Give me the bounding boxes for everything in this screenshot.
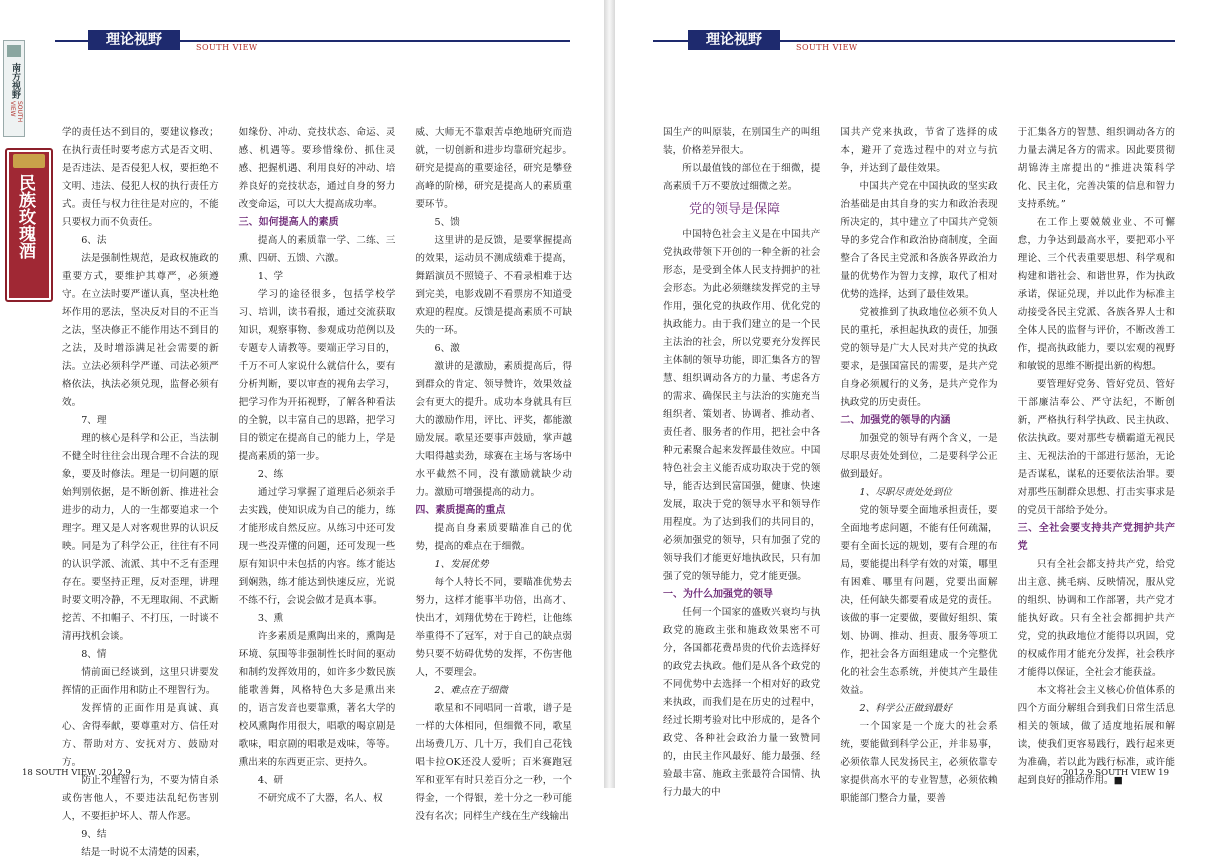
logo-text: 南方视野	[10, 63, 20, 99]
article-column	[663, 124, 821, 798]
paragraph: 防止不理智行为，不要为情自杀或伤害他人，不要违法乱纪伤害别人，不要拒护坏人、帮人作恶。	[62, 775, 219, 822]
paragraph: 学习的途径很多，包括学校学习、培训，读书看报，通过交流获取知识，观察事物、参观成功范例以及专题专人请教等。要端正学习目的，千万不可人家说什么就信什么，要有分析判断，要以审查的视角去学习，把学习作为开拓视野，了解各种看法的全貌，以丰富自己的思路，把学习目的锁定在提高自己的能力上，学是提高素质的第一步。	[238, 289, 396, 462]
section-heading: 三、全社会要支持共产党拥护共产党	[1017, 523, 1175, 552]
magazine-logo	[3, 40, 25, 137]
paragraph: 学的责任达不到目的，要建议修改；在执行责任时要考虑方式是否文明、是否违法、是否侵犯人权，要拒绝不文明、违法、侵犯人权的执行责任方式。责任与权力往往是对应的，不能只要权力而不负责任。	[62, 127, 219, 228]
paragraph: 7、理	[81, 415, 107, 426]
paragraph: 4、研	[257, 775, 284, 786]
paragraph: 每个人特长不同，要瞄准优势去努力，这样才能事半功倍，出高才、快出才，刘翔优势在于跨栏，让他练举重得不了冠军，对于自己的缺点弱势只要不妨碍优势的发挥，不伤害他人，不要理会。	[415, 577, 573, 678]
tag-emblem-icon	[13, 154, 45, 168]
paragraph: 结是一时说不太清楚的因素，	[81, 847, 206, 858]
paragraph: 歌星和不同唱同一首歌，谱子是一样的大体相同，但细微不同，歌星出场费几万、几十万，我们自己花钱唱卡拉OK还没人爱听；百米赛跑冠军和亚军有时只差百分之一秒，一个得金，一个得银，差十分之一秒可能没有名次；同样生产线在生产线输出	[415, 703, 573, 822]
magazine-sidebar	[3, 40, 25, 137]
paragraph: 加强党的领导有两个含义，一是尽职尽责处处到位，二是要科学公正做到最好。	[840, 433, 998, 480]
major-heading: 党的领导是保障	[689, 202, 781, 217]
paragraph: 于汇集各方的智慧、组织调动各方的力量去满足各方的需求。因此要贯彻胡锦涛主席提出的“推进决策科学化、民主化，完善决策的信息和智力支持系统。”	[1017, 127, 1175, 210]
paragraph: 发挥情的正面作用是真诚、真心、舍得奉献，要尊重对方、信任对方、帮助对方、安抚对方、鼓励对方。	[62, 703, 219, 768]
paragraph: 6、法	[81, 235, 107, 246]
subsection-heading: 1、发展优势	[434, 559, 489, 570]
paragraph: 本文将社会主义核心价值体系的四个方面分解组合到我们日常生活息相关的领域，做了适度地拓展和解读，使我们更容易践行，践行起来更为准确，若以此为践行标准，或许能起到良好的推动作用。■	[1017, 685, 1175, 786]
right-page	[615, 0, 1219, 804]
paragraph: 8、情	[81, 649, 107, 660]
paragraph: 要管理好党务、管好党员、管好干部廉洁奉公、严守法纪，不断创新，严格执行科学执政、民主执政、依法执政。要对那些专横霸道无视民主、无视法治的干部进行惩治，无论是否谋私，谋私的还要依法治罪。要对那些压制群众思想、打击实事求是的党员干部给予处分。	[1017, 379, 1175, 516]
section-heading: 一、为什么加强党的领导	[663, 589, 773, 600]
paragraph: 理的核心是科学和公正，当法制不健全时往往会出现合理不合法的现象，要及时修法。理是一切问题的原始判别依据，是不断创新、推进社会进步的动力，人的一生都要追求一个理字。理又是人对客观世界的认识反映。同是为了科学公正，往往有不同的认识学派、流派、其中不乏有歪理存在。要坚持正理，反对歪理，讲理时要文明冷静，不无理取闹、不武断挖苦、不扣帽子、不打压，一时谈不清再找机会谈。	[62, 433, 219, 642]
paragraph: 党被推到了执政地位必须不负人民的重托，承担起执政的责任，加强党的领导是广大人民对共产党的执政要求，是强国富民的需要，是共产党自身必须履行的义务，是共产党作为执政党的历史责任。	[840, 307, 998, 408]
paragraph: 法是强制性规范，是政权施政的重要方式，要维护其尊严，必须遵守。在立法时要严谨认真，坚决杜绝坏作用的恶法，坚决反对目的不正当之法，坚决修正不能作用达不到目的之法，及时增添满足社会需要的新法。立法必须科学严谨、司法必须严格依法，执法必须兑现，监督必须有效。	[62, 253, 219, 408]
paragraph: 激讲的是激励，素质提高后，得到群众的肯定、领导赞许，效果效益会有更大的提升。成功本身就具有巨大的激励作用，评比、评奖，都能激励发展。歌星还要事声鼓励，掌声越大唱得越卖劲，球赛在主场与客场中水平截然不同，没有激励就缺少动力。激励可增强提高的动力。	[415, 361, 573, 498]
paragraph: 5、馈	[434, 217, 460, 228]
page-footer: 18 SOUTH VIEW .2012.9	[22, 768, 131, 778]
subsection-heading: 1、尽职尽责处处到位	[859, 487, 952, 498]
paragraph: 威、大师无不靠艰苦卓绝地研究而造就，一切创新和进步均靠研究起步。研究是提高的重要途径，研究是攀登高峰的阶梯，研究是提高人的素质重要环节。	[415, 127, 573, 210]
paragraph: 党的领导要全面地承担责任，要全面地考虑问题，不能有任何疏漏，要有全面长远的规划，要有合理的布局，要能提出科学有效的对策，哪里有困难、哪里有问题，党要出面解决，任何缺失都要看成是党的责任。该做的事一定要做，要做好组织、策划、协调、推动、担责、服务等项工作，把社会各方面组建成一个完整优化的社会生态系统，并使其产生最佳效益。	[840, 505, 998, 696]
paragraph: 通过学习掌握了道理后必须亲手去实践，使知识成为自己的能力，练才能形成自然反应。从练习中还可发现一些没弄懂的问题，还可发现一些原有知识中未包括的内容。练才能达到娴熟，练才能达到快速反应，光说不练不行，会说会做才是真本事。	[238, 487, 396, 606]
ad-tag-text: 民族玫瑰酒	[15, 174, 35, 259]
paragraph: 中国共产党在中国执政的坚实政治基础是由其自身的实力和政治表现所决定的，其中建立了中国共产党领导的多党合作和政治协商制度，全面整合了各民主党派和各族各界政治力量的优势作为智力支撑，取代了相对优势的选择，达到了最佳效果。	[840, 181, 998, 300]
paragraph: 不研究成不了大器，名人、权	[257, 793, 383, 804]
paragraph: 许多素质是熏陶出来的，熏陶是环境、氛围等非强制性长时间的驱动和制约发挥效用的，如许多少数民族能歌善舞，风格特色大多是熏出来的，语言发音也要靠熏，著名大学的校风熏陶作用很大，唱歌的喝京剧是歌味，唱京剧的唱歌是戏味，等等。熏出来的东西更正宗、更持久。	[238, 631, 396, 768]
page-gutter	[604, 0, 615, 788]
paragraph: 在工作上要兢兢业业、不可懈怠，力争达到最高水平，要把邓小平理论、三个代表重要思想、科学观和构建和谐社会、和谐世界，作为执政承诺，保证兑现，并以此作为标准主动接受各民主党派、各族各界人士和全体人民的监督与评价，不断改善工作，提高执政能力，要以宏观的视野和敏锐的思维不断提出新的构想。	[1017, 217, 1175, 372]
paragraph: 国共产党来执政，节省了选择的成本，避开了竞选过程中的对立与抗争，并达到了最佳效果。	[840, 127, 998, 174]
paragraph: 6、激	[434, 343, 460, 354]
paragraph: 情前面已经谈到，这里只讲要发挥情的正面作用和防止不理智行为。	[62, 667, 219, 696]
paragraph: 只有全社会都支持共产党，给党出主意、挑毛病、反映情况，服从党的组织、协调和工作部署，共产党才能执好政。只有全社会都拥护共产党，党的执政地位才能得以巩固，党的权威作用才能充分发挥，社会秩序才能得以保证，全社会才能获益。	[1017, 559, 1175, 678]
page-footer: 2012.9.SOUTH VIEW 19	[1062, 768, 1169, 778]
article-column	[840, 124, 998, 804]
paragraph: 提高人的素质靠一学、二练、三熏、四研、五馈、六激。	[238, 235, 396, 264]
section-subtitle: SOUTH VIEW	[196, 43, 258, 52]
section-heading: 三、如何提高人的素质	[238, 217, 339, 228]
paragraph: 任何一个国家的盛败兴衰均与执政党的施政主张和施政效果密不可分，各国都花费昂贵的代价去选择好的政党去执政。他们是从各个政党的不同优势中去选择一个相对好的政党来执政，而我们是在历史的过程中，经过长期考验对比中形成的，是各个政党、各种社会政治力量一致赞同的，由民主作风最好、能力最强、经验最丰富、施政主张最符合国情、执行力最大的中	[663, 607, 821, 798]
ad-tag	[5, 148, 53, 302]
paragraph: 这里讲的是反馈，是要掌握提高的效果，运动员不测成绩难于提高，舞蹈演员不照镜子、不看录相难于达到完美，电影戏剧不看票房不知道受欢迎的程度。反馈是提高素质不可缺失的一环。	[415, 235, 573, 336]
paragraph: 2、练	[257, 469, 284, 480]
paragraph: 一个国家是一个庞大的社会系统，要能做到科学公正，并非易事，必须依靠人民发扬民主，必须依靠专家提供高水平的专业智慧，必须依赖职能部门整合力量，要善	[840, 721, 998, 804]
paragraph: 1、学	[257, 271, 284, 282]
paragraph: 国生产的叫原装，在别国生产的叫组装，价格差异很大。	[663, 127, 821, 156]
paragraph: 如缘份、冲动、竞技状态、命运、灵感、机遇等。要珍惜缘份、抓住灵感、把握机遇、利用良好的冲动、培养良好的竞技状态，通过自身的努力改变命运，可以大大提高成功率。	[238, 127, 396, 210]
section-subtitle: SOUTH VIEW	[796, 43, 858, 52]
subsection-heading: 2、科学公正做到最好	[859, 703, 952, 714]
logo-en: SOUTH VIEW	[9, 101, 23, 123]
logo-icon	[7, 45, 21, 57]
article-column	[238, 124, 396, 804]
paragraph: 提高自身素质要瞄准自己的优势，提高的难点在于细微。	[415, 523, 573, 552]
subsection-heading: 2、难点在于细微	[434, 685, 508, 696]
article-column	[415, 124, 573, 822]
paragraph: 3、熏	[257, 613, 284, 624]
section-heading: 二、加强党的领导的内涵	[840, 415, 951, 426]
left-page	[0, 0, 604, 858]
paragraph: 所以最值钱的部位在于细微，提高素质千万不要放过细微之差。	[663, 163, 821, 192]
section-title: 理论视野	[688, 30, 780, 50]
section-title: 理论视野	[88, 30, 180, 50]
paragraph: 中国特色社会主义是在中国共产党执政带领下开创的一种全新的社会形态，是受到全体人民支持拥护的社会形态。为此必须继续发挥党的主导作用，强化党的执政作用、优化党的执政能力。由于我们建立的是一个民主法治的社会，所以党要充分发挥民主体制的领导功能，即汇集各方的智慧、组织调动各方的力量、考虑各方的需求、确保民主与法治的实施充当组织者、策划者、协调者、推动者、责任者、服务者的作用，把社会中各种元素聚合起来发挥最佳效应。中国特色社会主义能否成功取决于党的领导，能否达到民富国强，健康、快速发展，取决于党的领导水平和领导作用程度。为了达到我们的共同目的，必须加强党的领导，只有加强了党的领导我们才能更好地执政民，只有加强了党的领导能力，党才能更强。	[663, 229, 821, 582]
paragraph: 9、结	[81, 829, 107, 840]
section-heading: 四、素质提高的重点	[415, 505, 506, 516]
